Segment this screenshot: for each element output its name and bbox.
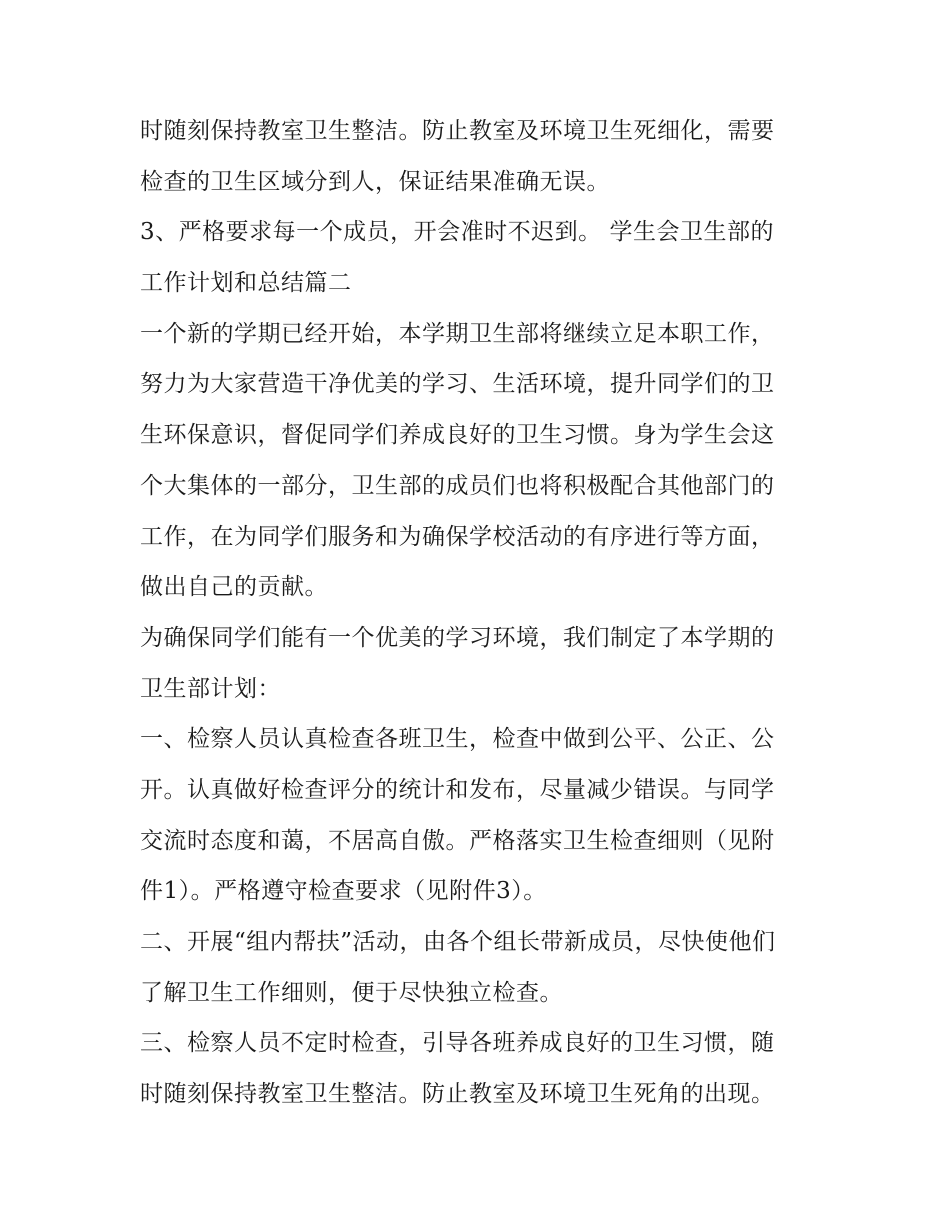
text-line: 一、检察人员认真检查各班卫生，检查中做到公平、公正、公 (140, 726, 775, 753)
text-line: 个大集体的一部分，卫生部的成员们也将积极配合其他部门的 (140, 472, 775, 499)
text-line: 生环保意识，督促同学们养成良好的卫生习惯。身为学生会这 (140, 422, 775, 449)
text-line: 开。认真做好检查评分的统计和发布，尽量减少错误。与同学 (140, 776, 775, 803)
text-line: 工作计划和总结篇二 (140, 270, 352, 297)
text-line: 时随刻保持教室卫生整洁。防止教室及环境卫生死细化，需要 (140, 118, 775, 144)
text-line: 努力为大家营造干净优美的学习、生活环境，提升同学们的卫 (140, 371, 775, 398)
document-body (140, 106, 820, 1120)
text-line: 了解卫生工作细则，便于尽快独立检查。 (140, 979, 563, 1006)
text-line: 卫生部计划： (140, 675, 281, 702)
text-line: 时随刻保持教室卫生整洁。防止教室及环境卫生死角的出现。 (140, 1081, 775, 1108)
text-line: 二、开展“组内帮扶”活动，由各个组长带新成员，尽快使他们 (140, 929, 776, 955)
text-line: 为确保同学们能有一个优美的学习环境，我们制定了本学期的 (140, 624, 775, 651)
text-line: 交流时态度和蔼，不居高自傲。严格落实卫生检查细则（见附 (140, 827, 775, 854)
text-line: 一个新的学期已经开始，本学期卫生部将继续立足本职工作， (140, 320, 775, 347)
text-line: 做出自己的贡献。 (140, 574, 328, 601)
text-line: 检查的卫生区域分到人，保证结果准确无误。 (140, 168, 610, 195)
text-line: 3、严格要求每一个成员，开会准时不迟到。 学生会卫生部的 (140, 219, 774, 246)
text-line: 工作，在为同学们服务和为确保学校活动的有序进行等方面， (140, 523, 775, 550)
text-line: 件1）。严格遵守检查要求（见附件3）。 (140, 878, 547, 905)
text-line: 三、检察人员不定时检查，引导各班养成良好的卫生习惯，随 (140, 1030, 775, 1057)
